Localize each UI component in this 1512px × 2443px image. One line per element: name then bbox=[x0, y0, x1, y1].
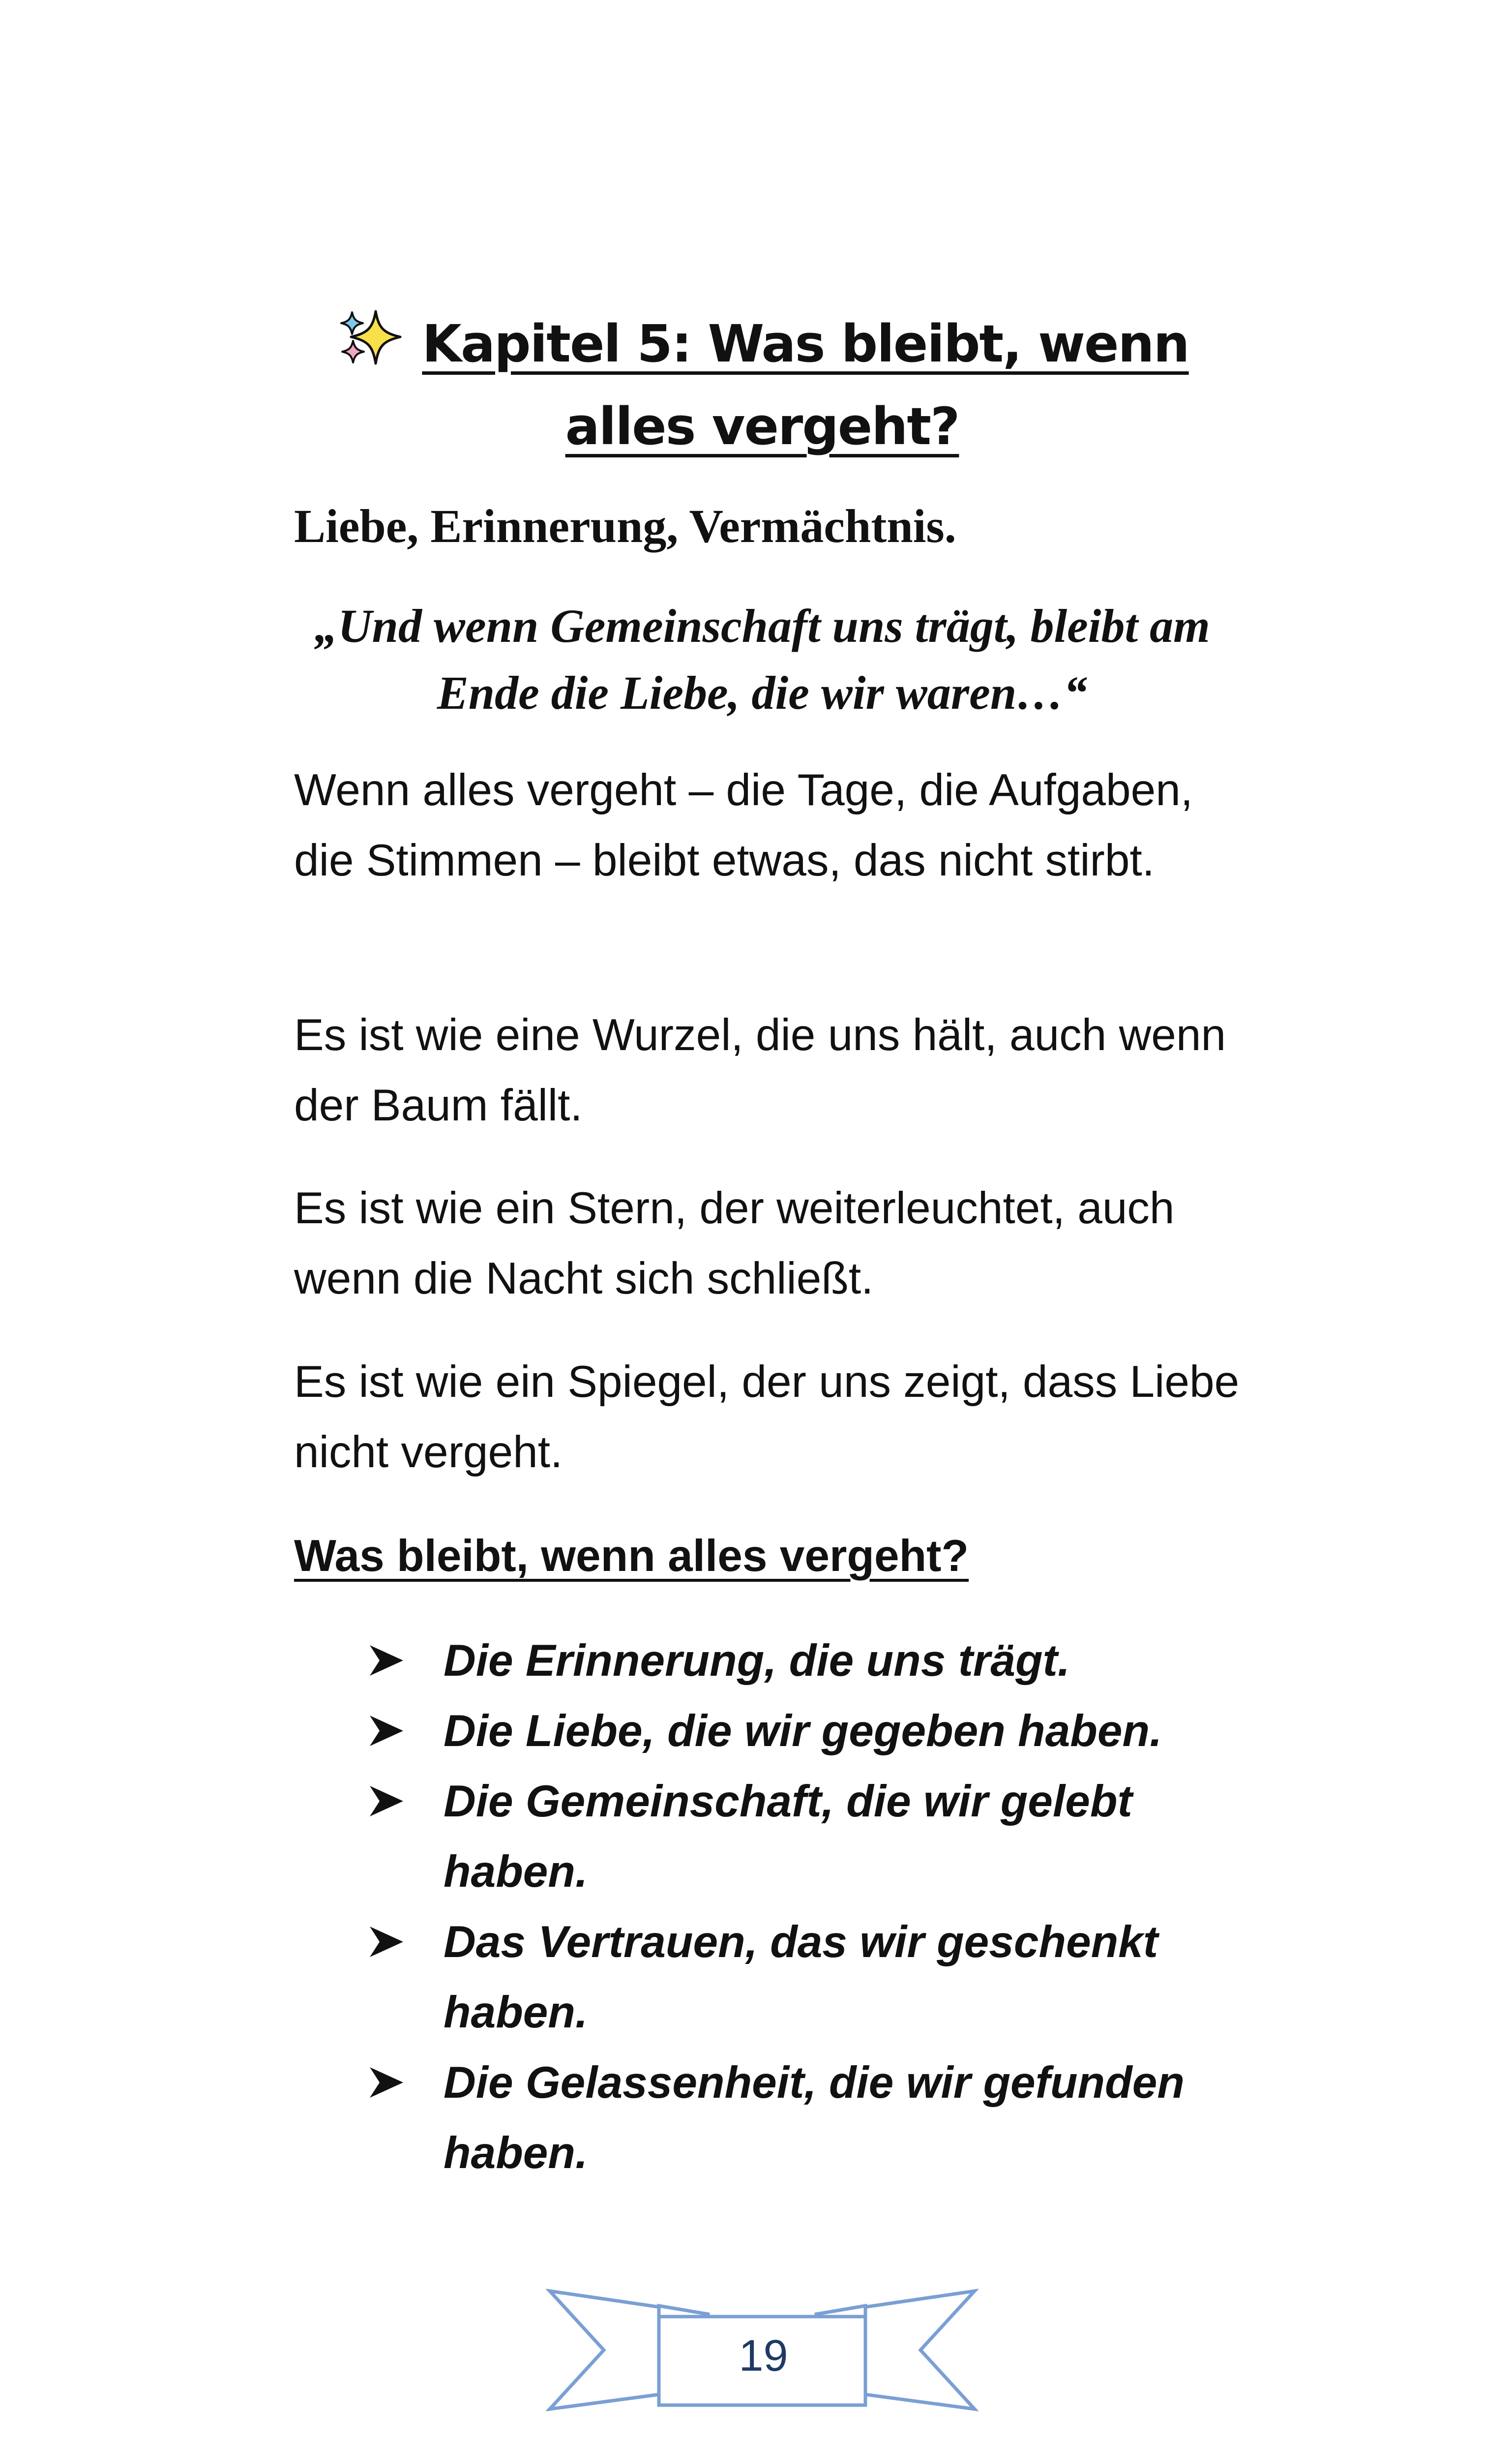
list-item-text: Das Vertrauen, das wir geschenkt haben. bbox=[444, 1917, 1158, 2037]
page-number: 19 bbox=[739, 2331, 788, 2381]
list-item bbox=[369, 2048, 1269, 2188]
epigraph-quote: „Und wenn Gemeinschaft uns trägt, bleibt am Ende die Liebe, die wir waren…“ bbox=[314, 600, 1210, 719]
list-item-text: Die Gelassenheit, die wir gefunden haben. bbox=[444, 2058, 1185, 2178]
arrowhead-bullet-icon bbox=[369, 1926, 404, 1958]
arrowhead-bullet-icon bbox=[369, 2066, 404, 2099]
paragraph-3: Es ist wie ein Stern, der weiterleuchtet, auch wenn die Nacht sich schließt. bbox=[294, 1183, 1175, 1303]
list-item-text: Die Erinnerung, die uns trägt. bbox=[444, 1636, 1070, 1686]
paragraph-4: Es ist wie ein Spiegel, der uns zeigt, dass Liebe nicht vergeht. bbox=[294, 1357, 1240, 1477]
arrowhead-bullet-icon bbox=[369, 1644, 404, 1677]
list-item-text: Die Gemeinschaft, die wir gelebt haben. bbox=[444, 1777, 1132, 1897]
list-item bbox=[369, 1696, 1269, 1766]
section-heading: Was bleibt, wenn alles vergeht? bbox=[294, 1531, 969, 1581]
arrowhead-bullet-icon bbox=[369, 1715, 404, 1747]
paragraph-1: Wenn alles vergeht – die Tage, die Aufgaben, die Stimmen – bleibt etwas, das nicht stirbt. bbox=[294, 765, 1193, 885]
list-item bbox=[369, 1626, 1269, 1696]
list-item-text: Die Liebe, die wir gegeben haben. bbox=[444, 1706, 1162, 1756]
sparkles-icon bbox=[335, 308, 404, 367]
list-item bbox=[369, 1907, 1269, 2048]
subtitle: Liebe, Erinnerung, Vermächtnis. bbox=[294, 500, 956, 552]
chapter-title-text: Kapitel 5: Was bleibt, wenn alles vergeht? bbox=[422, 314, 1189, 456]
paragraph-2: Es ist wie eine Wurzel, die uns hält, auch wenn der Baum fällt. bbox=[294, 1010, 1226, 1130]
arrowhead-bullet-icon bbox=[369, 1785, 404, 1817]
chapter-title bbox=[295, 302, 1229, 468]
list-item bbox=[369, 1766, 1269, 1907]
bullet-list bbox=[369, 1626, 1269, 2188]
